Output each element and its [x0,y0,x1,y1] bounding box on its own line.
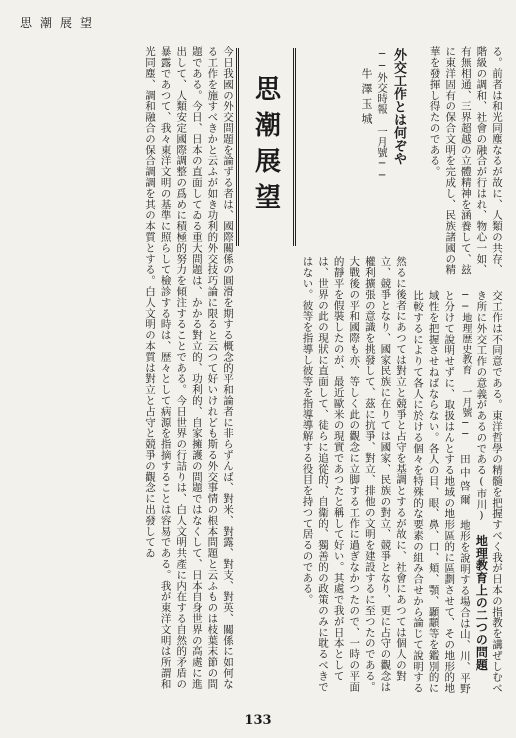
article2-block [410,290,504,695]
article1-heading: 外交工作とは何ぞや [391,48,406,165]
article1-author: 牛澤玉城 [360,68,373,128]
article1-header [296,48,406,248]
article1-body-right: る。前者は和光同塵なるが故に、人類の共存、階級の調和、社會の融合が行はれ、物心一如、有無相通、三界超越の立體精神を涵養して、玆に東洋固有の保合文明を完成し、民族諸國の精華を發揮し得たのである。 [428,46,503,275]
article2-intro: 交工作は不同意である。東洋哲學の精髓を把握すべく我が日本の指教を講ぜしむべき所に外交工作の意義があるのである(市川) [475,290,503,694]
running-head: 思潮展望 [20,16,101,30]
article1-body-left: 今日我國の外交問題を論ずる者は、國際關係の圓滑を期する概念的平和論者に非らずんば、對米、對露、對支、對英、關係に如何なる工作を施すべきかと云ふが如き功利的外交技巧論に限ると云つて好いけれども斯る外交事情の根本問題と云ふものは枝葉末節の問題である。今日、日本の直面してゐる重大問題は、かかる對立的、功利的、自家擁護の問題ではなくして、日本自身世界の高處に進出して、人類安定國際調整の爲めに積極的努力を傾注することである。今日世界の行詰りは、白人文明共產に内在する自然的矛盾の暴露であつて、我々東洋文明の基準に照らして檢診する時は、歴々として病源を指摘することは容易である。我が東洋文明は所謂和光同塵、調和融合の保合調調を其の本質とする。白人文明の本質は對立と占守と競爭の觀念に出發してゐ [144,46,234,690]
article2-body: 地形を說明する場合は山、川、平野と分けて說明せずに、取扱はんとする地域の地形區的に區劃させて、その地形的地域性を把握させねばならない。各人の目、眼、鼻、口、頬、顎、顳顬等を鑑別的に比較するによりて各人に於ける個々を特殊的な要素の組み合せから論じて說明する [412,290,471,694]
page-number: 133 [244,713,272,728]
article1-body-mid: 然るに後者にあつては對立と競爭と占守を基調とするが故に、社會にあつては個人の對立、競爭となり、國家民族に在りては國家、民族の對立、競爭となり、更に占守の觀念は權利擴張の意識を挑發して、茲に抗爭、對立、排他の文明を建設するに至つたのである。大戰後の平和國際も亦、等しく此の觀念に立脚する工作に過ぎなかつたので、一時の平面的靜平を假裝したのが、最近歐米の現實であつたと稱して好い。其處で我が日本としては、世界の此の現狀に直面して、徒らに追從的、自衞的、獨善的の政策のみに耽るべきではない。彼等を指導し彼等を指導導解する役目を持つて居るのである。 [301,256,407,692]
article2-source: ──地理歴史教育 一月號── [459,290,471,441]
article1-source: ──外交時報 一月號── [376,48,388,182]
article2-heading: 地理教育上の二つの問題 [474,534,489,671]
section-title: 思潮展望 [236,48,296,246]
article2-author: 田中啓爾 [458,453,471,508]
